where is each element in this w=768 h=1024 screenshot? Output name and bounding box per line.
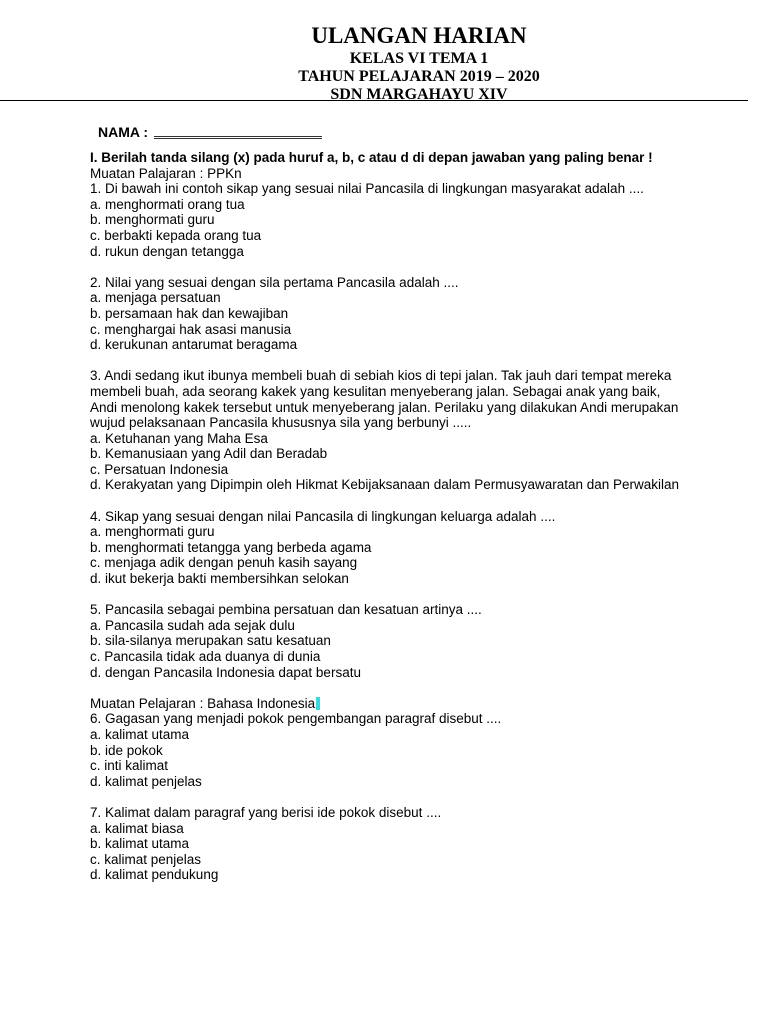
- school-name: SDN MARGAHAYU XIV: [330, 86, 508, 103]
- question-text: 3. Andi sedang ikut ibunya membeli buah di sebiah kios di tepi jalan. Tak jauh dari tempat mereka membeli buah, ada seorang kakek yang kesulitan menyeberang jalan. Sebagai anak yang baik, Andi menolong kakek tersebut untuk menyeberang jalan. Perilaku yang dilakukan Andi merupakan wujud pelaksanaan Pancasila khususnya sila yang berbunyi .....: [90, 368, 679, 431]
- subject-bahasa-indonesia: [90, 696, 690, 712]
- text-cursor: [316, 697, 320, 710]
- subject-bindo-label: Muatan Pelajaran : Bahasa Indonesia: [90, 695, 316, 711]
- class-label: KELAS VI TEMA 1: [349, 50, 489, 67]
- option-a: a. Ketuhanan yang Maha Esa: [90, 430, 268, 446]
- instruction-text: I. Berilah tanda silang (x) pada huruf a, b, c atau d di depan jawaban yang paling benar !: [90, 150, 653, 165]
- option-b: b. Kemanusiaan yang Adil dan Beradab: [90, 446, 328, 462]
- question-7: [90, 805, 690, 883]
- name-label: NAMA :: [98, 124, 149, 140]
- question-text: 1. Di bawah ini contoh sikap yang sesuai nilai Pancasila di lingkungan masyarakat adalah ....: [90, 181, 644, 197]
- exam-body: [90, 150, 690, 883]
- option-d: d. rukun dengan tetangga: [90, 243, 244, 259]
- option-d: d. ikut bekerja bakti membersihkan selokan: [90, 571, 349, 587]
- option-a: a. menjaga persatuan: [90, 290, 221, 306]
- document-header: [0, 22, 768, 104]
- option-b: b. persamaan hak dan kewajiban: [90, 305, 289, 321]
- option-c: c. berbakti kepada orang tua: [90, 227, 262, 243]
- question-4: [90, 509, 690, 587]
- question-1: [90, 181, 690, 259]
- option-c: c. inti kalimat: [90, 758, 169, 774]
- option-a: a. kalimat utama: [90, 726, 190, 742]
- question-6: [90, 711, 690, 789]
- question-3: [90, 368, 690, 493]
- name-blank-line: [154, 128, 322, 139]
- option-c: c. Persatuan Indonesia: [90, 461, 229, 477]
- option-d: d. dengan Pancasila Indonesia dapat bersatu: [90, 664, 361, 680]
- question-2: [90, 275, 690, 353]
- name-field: [98, 124, 322, 140]
- question-text: 5. Pancasila sebagai pembina persatuan dan kesatuan artinya ....: [90, 602, 482, 618]
- option-b: b. menghormati tetangga yang berbeda agama: [90, 539, 372, 555]
- option-d: d. kerukunan antarumat beragama: [90, 337, 298, 353]
- option-c: c. menjaga adik dengan penuh kasih sayang: [90, 555, 358, 571]
- option-b: b. ide pokok: [90, 742, 163, 758]
- question-5: [90, 602, 690, 680]
- option-c: c. menghargai hak asasi manusia: [90, 321, 292, 337]
- subject-ppkn: Muatan Palajaran : PPKn: [90, 165, 242, 181]
- option-d: d. kalimat pendukung: [90, 867, 219, 883]
- option-d: d. kalimat penjelas: [90, 773, 202, 789]
- option-b: b. kalimat utama: [90, 836, 190, 852]
- school-year: TAHUN PELAJARAN 2019 – 2020: [298, 68, 540, 85]
- option-c: c. Pancasila tidak ada duanya di dunia: [90, 649, 321, 664]
- option-d: d. Kerakyatan yang Dipimpin oleh Hikmat Kebijaksanaan dalam Permusyawaratan dan Perwakilan: [90, 477, 680, 493]
- header-divider: [0, 100, 748, 101]
- option-b: b. sila-silanya merupakan satu kesatuan: [90, 633, 331, 649]
- question-text: 2. Nilai yang sesuai dengan sila pertama Pancasila adalah ....: [90, 274, 459, 290]
- document-title: ULANGAN HARIAN: [311, 23, 527, 48]
- option-a: a. Pancasila sudah ada sejak dulu: [90, 617, 295, 633]
- option-b: b. menghormati guru: [90, 212, 215, 228]
- option-a: a. menghormati orang tua: [90, 196, 245, 212]
- option-a: a. kalimat biasa: [90, 820, 184, 836]
- question-text: 4. Sikap yang sesuai dengan nilai Pancasila di lingkungan keluarga adalah ....: [90, 508, 556, 524]
- option-a: a. menghormati guru: [90, 524, 215, 540]
- question-text: 7. Kalimat dalam paragraf yang berisi ide pokok disebut ....: [90, 804, 442, 820]
- option-c: c. kalimat penjelas: [90, 851, 202, 867]
- question-text: 6. Gagasan yang menjadi pokok pengembangan paragraf disebut ....: [90, 711, 502, 727]
